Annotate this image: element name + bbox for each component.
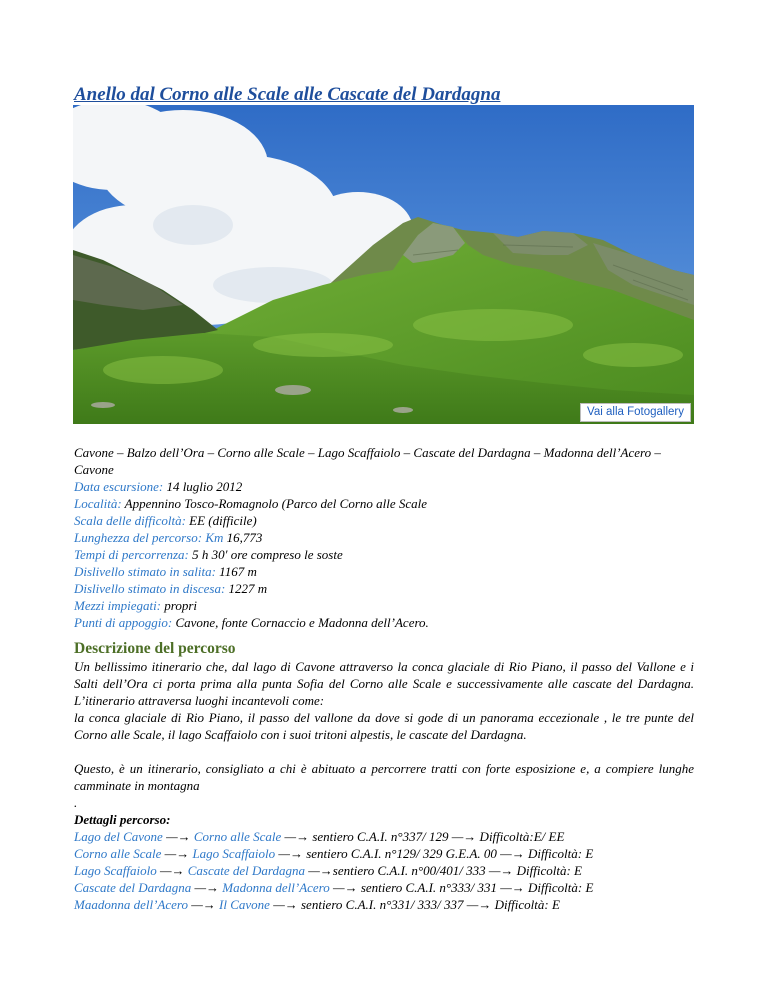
info-label: Punti di appoggio: <box>74 615 173 630</box>
info-row-ascent <box>74 563 702 580</box>
leg-to[interactable]: Lago Scaffaiolo <box>192 846 276 861</box>
route-leg <box>74 896 694 913</box>
fotogallery-link-button[interactable]: Vai alla Fotogallery <box>580 403 691 422</box>
leg-arrow: —→ <box>187 897 220 912</box>
info-value: Cavone, fonte Cornaccio e Madonna dell’Acero. <box>172 615 429 630</box>
info-label: Località: <box>74 496 122 511</box>
leg-arrow: —→ <box>162 829 194 844</box>
description-paragraph: Questo, è un itinerario, consigliato a chi è abituato a percorrere tratti con forte esposizione e, a compiere lunghe camminate in montagna <box>74 761 694 793</box>
leg-arrow: —→ <box>156 863 188 878</box>
page-title[interactable]: Anello dal Corno alle Scale alle Cascate del Dardagna <box>74 84 501 105</box>
mountain-landscape-image <box>73 105 694 424</box>
route-leg <box>74 879 694 896</box>
info-value: 14 luglio 2012 <box>163 479 243 494</box>
info-value: 1167 m <box>215 564 257 579</box>
info-row-descent <box>74 580 702 597</box>
info-row-time <box>74 546 702 563</box>
description-paragraph: Un bellissimo itinerario che, dal lago di Cavone attraverso la conca glaciale di Rio Piano, il passo del Vallone e i Salti dell’Ora ci porta prima alla punta Sofia del Corno alle Scale e successivamente alle cascate del Dardagna. L’itinerario attraversa luoghi incantevoli come: <box>74 659 694 708</box>
leg-details: —→sentiero C.A.I. n°00/401/ 333 —→ Difficoltà: E <box>305 863 582 878</box>
leg-to[interactable]: Corno alle Scale <box>193 829 282 844</box>
route-leg <box>74 828 694 845</box>
info-value: propri <box>161 598 198 613</box>
leg-to[interactable]: Madonna dell’Acero <box>222 880 330 895</box>
info-value: 16,773 <box>223 530 263 545</box>
route-leg <box>74 845 694 862</box>
route-leg <box>74 862 694 879</box>
info-row-length <box>74 529 702 546</box>
info-row-difficulty <box>74 512 702 529</box>
info-label: Data escursione: <box>74 479 164 494</box>
leg-details: —→ sentiero C.A.I. n°129/ 329 G.E.A. 00 —→ Difficoltà: E <box>275 846 594 861</box>
section-title-description: Descrizione del percorso <box>74 640 236 657</box>
leg-arrow: —→ <box>161 846 193 861</box>
details-title: Dettagli percorso: <box>74 812 171 827</box>
info-value: 1227 m <box>225 581 268 596</box>
info-label: Lunghezza del percorso: Km <box>74 530 224 545</box>
leg-from[interactable]: Cascate del Dardagna <box>74 880 192 895</box>
leg-to[interactable]: Il Cavone <box>219 897 270 912</box>
info-label: Scala delle difficoltà: <box>74 513 186 528</box>
excursion-info <box>74 444 702 631</box>
info-row-location <box>74 495 702 512</box>
info-label: Tempi di percorrenza: <box>74 547 189 562</box>
info-label: Mezzi impiegati: <box>74 598 162 613</box>
info-label: Dislivello stimato in discesa: <box>74 581 226 596</box>
description-dot: . <box>74 795 78 810</box>
info-value: 5 h 30′ ore compreso le soste <box>188 547 343 562</box>
leg-from[interactable]: Lago Scaffaiolo <box>74 863 157 878</box>
route-summary: Cavone – Balzo dell’Ora – Corno alle Scale – Lago Scaffaiolo – Cascate del Dardagna – Madonna dell’Acero – Cavone <box>74 445 661 477</box>
route-description <box>74 658 694 913</box>
mountain-photo <box>73 105 694 424</box>
leg-from[interactable]: Maadonna dell’Acero <box>74 897 188 912</box>
leg-details: —→ sentiero C.A.I. n°333/ 331 —→ Difficoltà: E <box>329 880 594 895</box>
info-value: Appennino Tosco-Romagnolo (Parco del Corno alle Scale <box>121 496 428 511</box>
leg-arrow: —→ <box>191 880 223 895</box>
leg-to[interactable]: Cascate del Dardagna <box>187 863 305 878</box>
info-row-date <box>74 478 702 495</box>
leg-from[interactable]: Corno alle Scale <box>74 846 162 861</box>
info-row-transport <box>74 597 702 614</box>
info-value: EE (difficile) <box>185 513 257 528</box>
description-paragraph: la conca glaciale di Rio Piano, il passo del vallone da dove si gode di un panorama eccezionale , le tre punte del Corno alle Scale, il lago Scaffaiolo con i suoi tritoni alpestis, le cascate del Dardagna. <box>74 710 694 742</box>
leg-from[interactable]: Lago del Cavone <box>74 829 163 844</box>
info-row-support-points <box>74 614 702 631</box>
leg-details: —→ sentiero C.A.I. n°337/ 129 —→ Difficoltà:E/ EE <box>281 829 565 844</box>
leg-details: —→ sentiero C.A.I. n°331/ 333/ 337 —→ Difficoltà: E <box>269 897 560 912</box>
info-label: Dislivello stimato in salita: <box>74 564 216 579</box>
